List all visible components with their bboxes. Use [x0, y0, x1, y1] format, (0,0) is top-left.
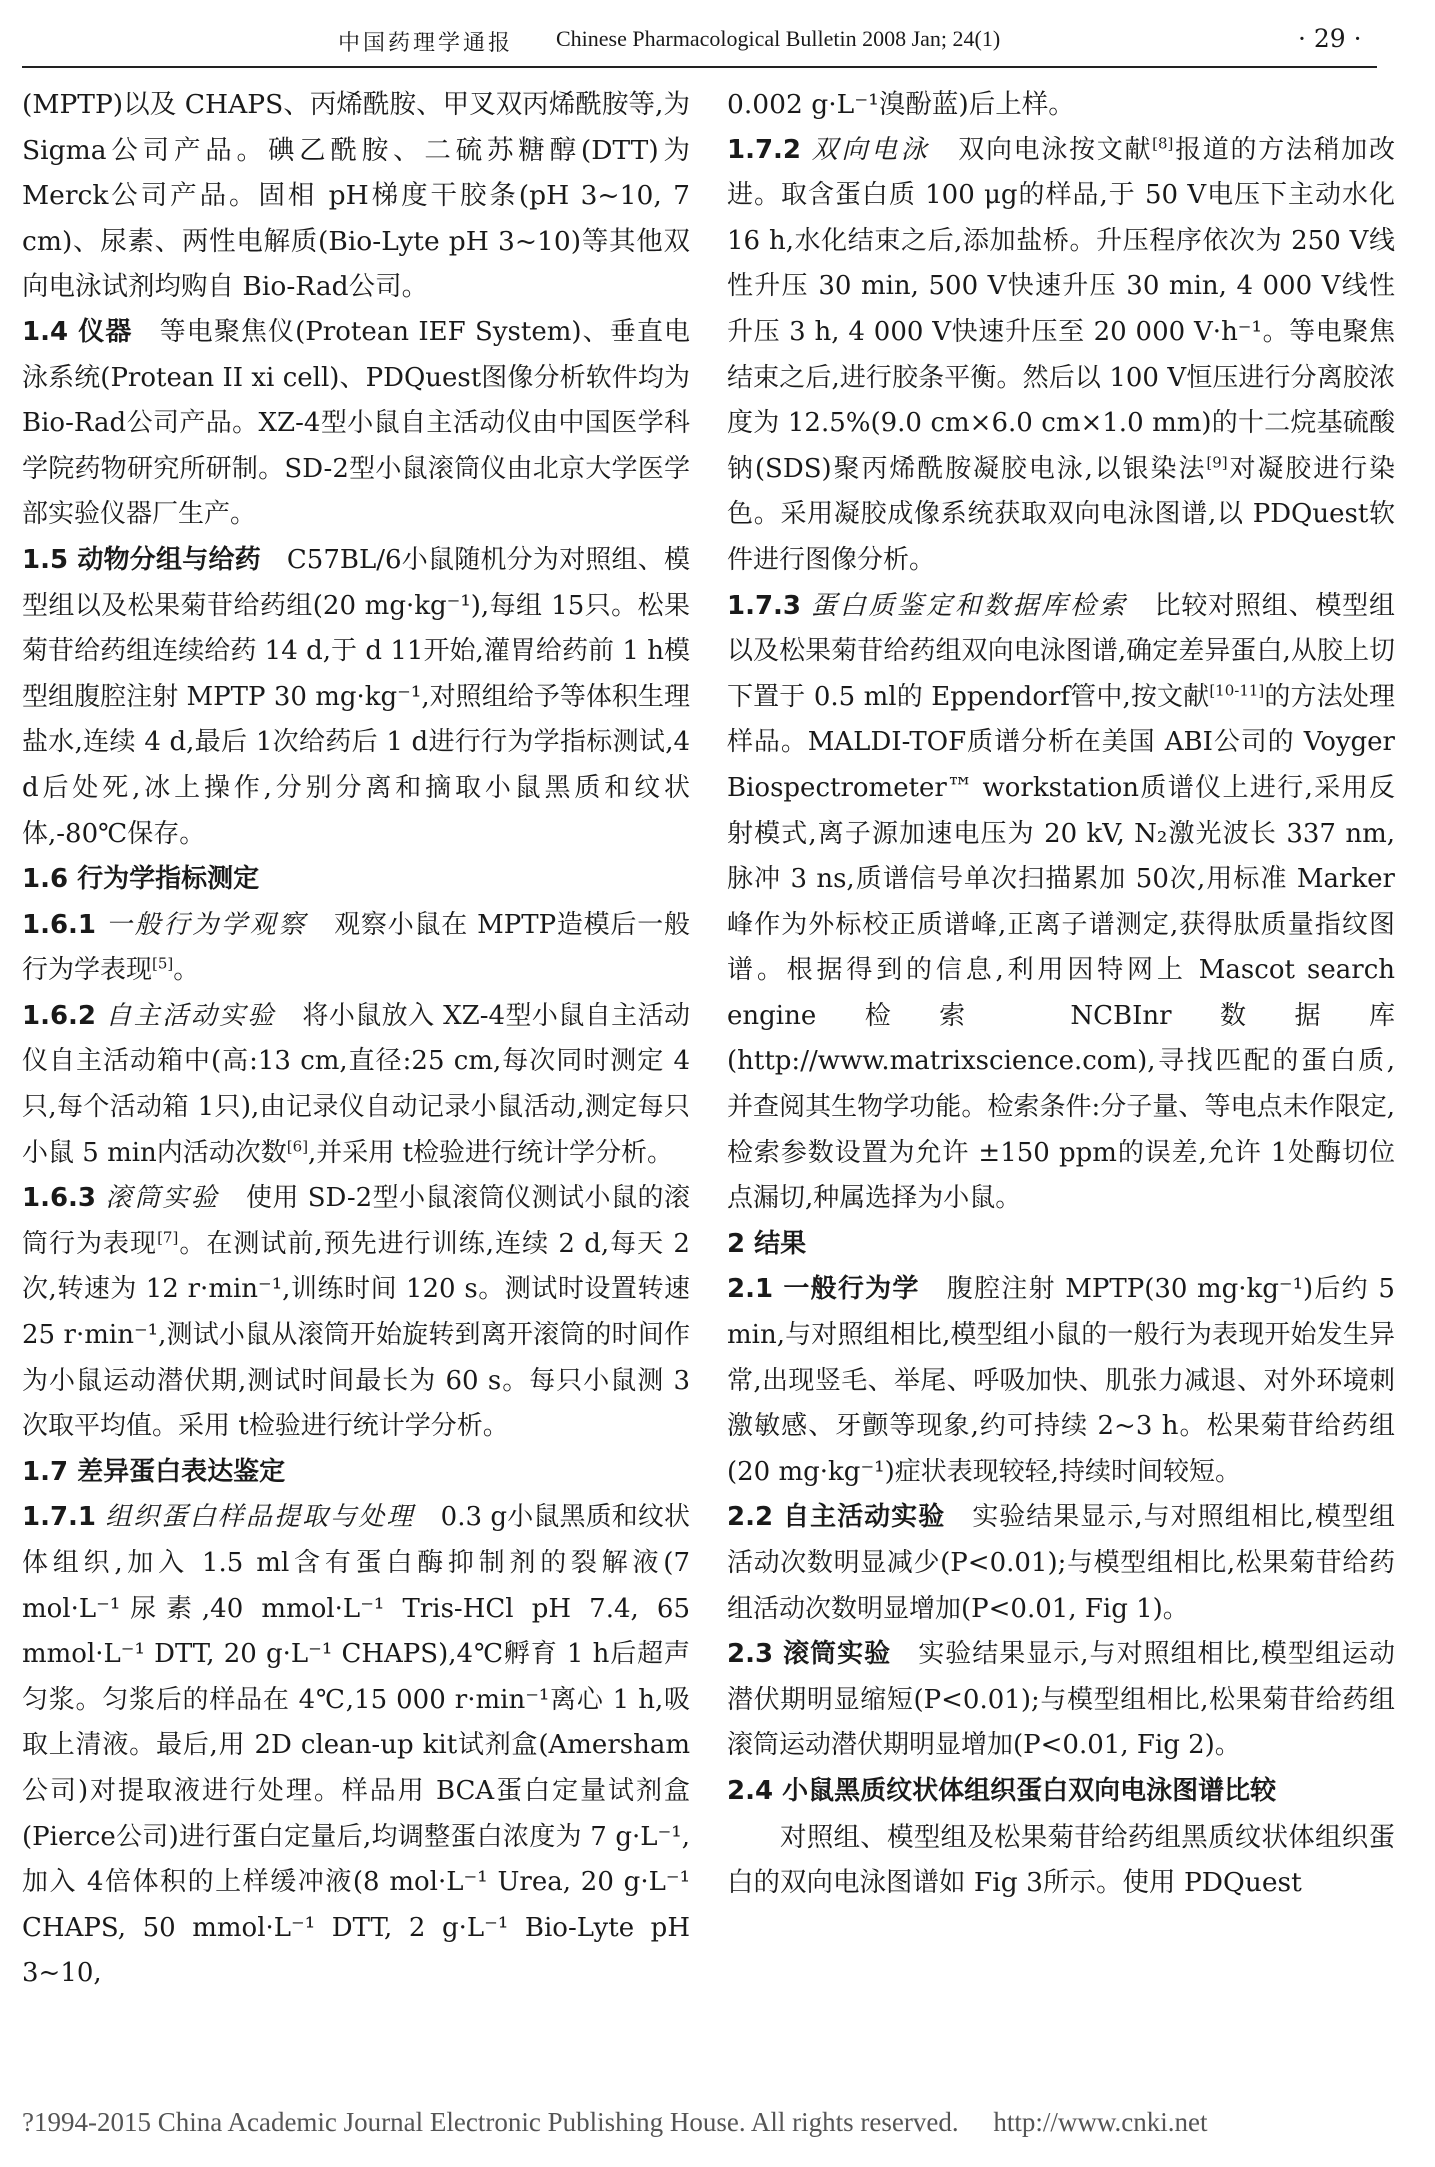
journal-title-cn: 中国药理学通报 [338, 31, 514, 56]
section-body-text: C57BL/6小鼠随机分为对照组、模型组以及松果菊苷给药组(20 mg·kg⁻¹),每组 15只。松果菊苷给药组连续给药 14 d,于 d 11开始,灌胃给药前 1 h模型组腹腔注射 MPTP 30 mg·kg⁻¹,对照组给予等体积生理盐水,连续 4 d,最后 1次给药后 1 d进行行为学指标测试,4 d后处死,冰上操作,分别分离和摘取小鼠黑质和纹状体,-80℃保存。 [22, 544, 690, 849]
subsection-heading [727, 128, 1395, 584]
paragraph-text: 0.002 g·L⁻¹溴酚蓝)后上样。 [727, 89, 1075, 120]
section-title: 组织蛋白样品提取与处理 [105, 1502, 415, 1533]
section-body-text: 观察小鼠在 MPTP造模后一般行为学表现 [22, 909, 691, 986]
section-title: 结果 [754, 1228, 807, 1259]
section-number: 2.2 [727, 1502, 784, 1533]
citation: [8] [1152, 133, 1174, 152]
section-heading [727, 1495, 1395, 1632]
subsection-heading [22, 994, 690, 1176]
right-column [727, 82, 1395, 1906]
section-number: 2.4 [727, 1775, 783, 1806]
subsection-heading [22, 1495, 690, 1997]
citation: [9] [1206, 453, 1228, 472]
left-column [22, 82, 690, 1997]
section-body-text: 0.3 g小鼠黑质和纹状体组织,加入 1.5 ml含有蛋白酶抑制剂的裂解液(7 mol·L⁻¹尿素,40 mmol·L⁻¹ Tris-HCl pH 7.4, 65 mmol·L⁻¹ DTT, 20 g·L⁻¹ CHAPS),4℃孵育 1 h后超声匀浆。匀浆后的样品在 4℃,15 000 r·min⁻¹离心 1 h,吸取上清液。最后,用 2D clean-up kit试剂盒(Amersham公司)对提取液进行处理。样品用 BCA蛋白定量试剂盒(Pierce公司)进行蛋白定量后,均调整蛋白浓度为 7 g·L⁻¹,加入 4倍体积的上样缓冲液(8 mol·L⁻¹ Urea, 20 g·L⁻¹ CHAPS, 50 mmol·L⁻¹ DTT, 2 g·L⁻¹ Bio-Lyte pH 3~10, [22, 1502, 690, 1989]
section-body-text: 报道的方法稍加改进。取含蛋白质 100 μg的样品,于 50 V电压下主动水化 16 h,水化结束之后,添加盐桥。升压程序依次为 250 V线性升压 30 min, 500 V快速升压 30 min, 4 000 V线性升压 3 h, 4 000 V快速升压至 20 000 V·h⁻¹。等电聚焦结束之后,进行胶条平衡。然后以 100 V恒压进行分离胶浓度为 12.5%(9.0 cm×6.0 cm×1.0 mm)的十二烷基硫酸钠(SDS)聚丙烯酰胺凝胶电泳,以银染法 [727, 134, 1395, 484]
section-number: 1.7 [22, 1456, 78, 1487]
section-heading [22, 538, 690, 857]
section-title: 滚筒实验 [105, 1183, 220, 1214]
section-heading [22, 857, 690, 903]
paragraph [22, 82, 690, 310]
section-body-text: 双向电泳按文献 [956, 134, 1153, 165]
section-title: 自主活动实验 [105, 1000, 276, 1031]
section-title: 行为学指标测定 [77, 864, 260, 895]
section-number: 1.7.1 [22, 1502, 106, 1533]
section-title: 差异蛋白表达鉴定 [77, 1456, 286, 1487]
section-body-text: 。 [173, 955, 200, 986]
section-title: 蛋白质鉴定和数据库检索 [810, 590, 1128, 621]
header-rule [22, 66, 1377, 68]
subsection-heading [22, 903, 690, 994]
section-number: 1.4 [22, 316, 79, 347]
section-number: 1.6.2 [22, 1000, 106, 1031]
section-number: 1.6.1 [22, 909, 106, 940]
section-number: 1.7.3 [727, 590, 811, 621]
citation: [10-11] [1209, 681, 1265, 700]
section-heading [727, 1632, 1395, 1769]
section-heading [727, 1267, 1395, 1495]
section-title: 自主活动实验 [783, 1502, 946, 1533]
section-heading [727, 1222, 1395, 1268]
footer-url[interactable]: http://www.cnki.net [993, 2107, 1208, 2137]
section-number: 1.5 [22, 544, 78, 575]
section-body-text: 实验结果显示,与对照组相比,模型组活动次数明显减少(P<0.01);与模型组相比,松果菊苷给药组活动次数明显增加(P<0.01, Fig 1)。 [727, 1502, 1395, 1624]
section-title: 滚筒实验 [783, 1639, 892, 1670]
section-title: 仪器 [78, 316, 133, 347]
section-body-text: 腹腔注射 MPTP(30 mg·kg⁻¹)后约 5 min,与对照组相比,模型组小鼠的一般行为表现开始发生异常,出现竖毛、举尾、呼吸加快、肌张力减退、对外环境刺激敏感、牙颤等现象,约可持续 2~3 h。松果菊苷给药组(20 mg·kg⁻¹)症状表现较轻,持续时间较短。 [727, 1274, 1395, 1487]
section-title: 小鼠黑质纹状体组织蛋白双向电泳图谱比较 [782, 1775, 1277, 1806]
section-body-text: 实验结果显示,与对照组相比,模型组运动潜伏期明显缩短(P<0.01);与模型组相比,松果菊苷给药组滚筒运动潜伏期明显增加(P<0.01, Fig 2)。 [727, 1639, 1395, 1761]
section-body-text: 使用 SD-2型小鼠滚筒仪测试小鼠的滚筒行为表现 [22, 1183, 690, 1259]
section-heading [727, 1769, 1395, 1815]
section-number: 2.1 [727, 1274, 784, 1305]
section-title: 双向电泳 [811, 134, 931, 165]
running-header [0, 22, 1435, 72]
citation: [6] [286, 1137, 309, 1155]
citation: [5] [152, 954, 174, 973]
section-body-text: 的方法处理样品。MALDI-TOF质谱分析在美国 ABI公司的 Voyger Biospectrometer™ workstation质谱仪上进行,采用反射模式,离子源加速电压为 20 kV, N₂激光波长 337 nm,脉冲 3 ns,质谱信号单次扫描累加 50次,用标准 Marker峰作为外标校正质谱峰,正离子谱测定,获得肽质量指纹图谱。根据得到的信息,利用因特网上 Mascot search engine检索 NCBInr数据库(http://www.matrixscience.com),寻找匹配的蛋白质,并查阅其生物学功能。检索条件:分子量、等电点未作限定,检索参数设置为允许 ±150 ppm的误差,允许 1处酶切位点漏切,种属选择为小鼠。 [727, 681, 1395, 1214]
section-number: 2.3 [727, 1639, 784, 1670]
section-title: 一般行为学观察 [105, 909, 308, 940]
section-body-text: 等电聚焦仪(Protean IEF System)、垂直电泳系统(Protean II xi cell)、PDQuest图像分析软件均为 Bio-Rad公司产品。XZ-4型小鼠自主活动仪由中国医学科学院药物研究所研制。SD-2型小鼠滚筒仪由北京大学医学部实验仪器厂生产。 [22, 316, 690, 530]
section-heading [22, 1450, 690, 1496]
section-body-text: ,并采用 t检验进行统计学分析。 [308, 1137, 674, 1168]
paragraph-text: 对照组、模型组及松果菊苷给药组黑质纹状体组织蛋白的双向电泳图谱如 Fig 3所示。使用 PDQuest [727, 1821, 1395, 1899]
subsection-heading [727, 584, 1395, 1222]
section-number: 2 [727, 1228, 755, 1259]
section-number: 1.7.2 [727, 134, 812, 165]
subsection-heading [22, 1176, 690, 1450]
section-body-text: 。在测试前,预先进行训练,连续 2 d,每天 2次,转速为 12 r·min⁻¹,训练时间 120 s。测试时设置转速 25 r·min⁻¹,测试小鼠从滚筒开始旋转到离开滚筒的时间作为小鼠运动潜伏期,测试时间最长为 60 s。每只小鼠测 3次取平均值。采用 t检验进行统计学分析。 [22, 1228, 690, 1442]
section-body-text: 将小鼠放入 XZ-4型小鼠自主活动仪自主活动箱中(高:13 cm,直径:25 cm,每次同时测定 4只,每个活动箱 1只),由记录仪自动记录小鼠活动,测定每只小鼠 5 min内活动次数 [22, 1000, 690, 1168]
section-heading [22, 310, 690, 538]
section-body-text: 对凝胶进行染色。采用凝胶成像系统获取双向电泳图谱,以 PDQuest软件进行图像分析。 [727, 453, 1395, 575]
paragraph [727, 82, 1395, 128]
journal-title-en: Chinese Pharmacological Bulletin 2008 Jan; 24(1) [556, 26, 1001, 51]
section-number: 1.6 [22, 864, 78, 895]
paragraph-text: (MPTP)以及 CHAPS、丙烯酰胺、甲叉双丙烯酰胺等,为 Sigma公司产品。碘乙酰胺、二硫苏糖醇(DTT)为 Merck公司产品。固相 pH梯度干胶条(pH 3~10, 7 cm)、尿素、两性电解质(Bio-Lyte pH 3~10)等其他双向电泳试剂均购自 Bio-Rad公司。 [22, 89, 690, 303]
page-footer [22, 2107, 1402, 2138]
page-number: · 29 · [1298, 24, 1362, 53]
paragraph [727, 1815, 1395, 1906]
section-title: 动物分组与给药 [77, 544, 261, 575]
section-title: 一般行为学 [783, 1274, 920, 1305]
copyright-notice: ?1994-2015 China Academic Journal Electronic Publishing House. All rights reserved. [22, 2107, 959, 2137]
section-body-text: 比较对照组、模型组以及松果菊苷给药组双向电泳图谱,确定差异蛋白,从胶上切下置于 0.5 ml的 Eppendorf管中,按文献 [727, 590, 1395, 712]
citation: [7] [157, 1228, 179, 1247]
section-number: 1.6.3 [22, 1183, 106, 1214]
